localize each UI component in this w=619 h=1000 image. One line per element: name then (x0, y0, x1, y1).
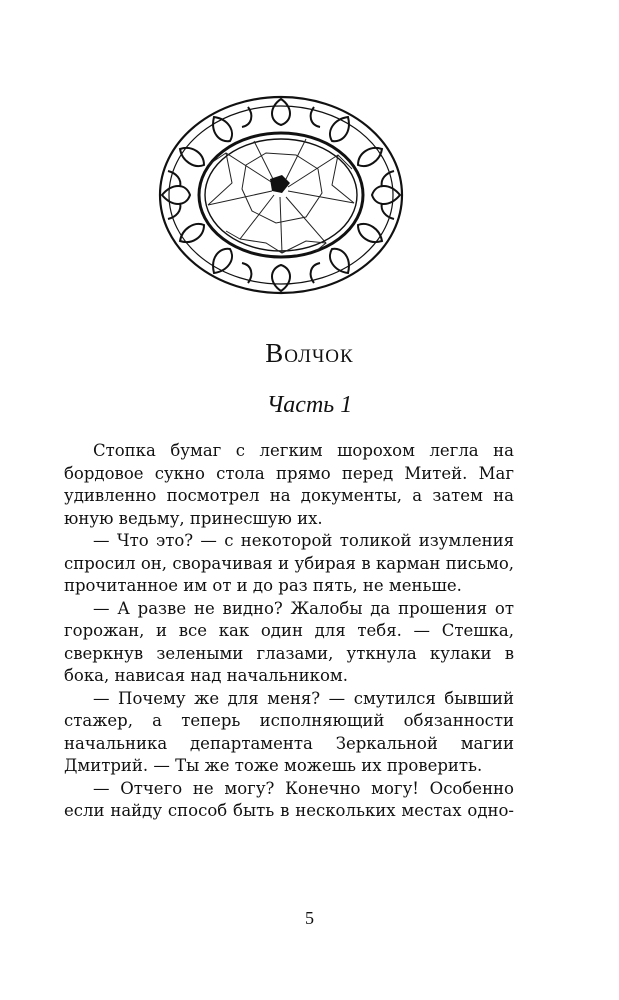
cracked-mirror-ornament (156, 93, 406, 298)
body-text (64, 440, 514, 823)
paragraph: — А разве не видно? Жалобы да прошения от горожан, и все как один для тебя. — Стешка, сверкнув зелеными глазами, уткнула кулаки в бока, нависая над начальником. (64, 598, 514, 685)
page-number: 5 (305, 908, 314, 928)
paragraph: — Что это? — с некоторой толикой изумления спросил он, сворачивая и убирая в карман письмо, прочитанное им от и до раз пять, не меньше. (64, 531, 514, 595)
paragraph: Стопка бумаг с легким шорохом легла на бордовое сукно стола прямо перед Митей. Маг удивленно посмотрел на документы, а затем на юную ведьму, принесшую их. (64, 441, 514, 528)
paragraph: — Отчего не могу? Конечно могу! Особенно если найду способ быть в нескольких местах одно- (64, 778, 514, 820)
part-title: Часть 1 (266, 392, 353, 418)
paragraph: — Почему же для меня? — смутился бывший стажер, а теперь исполняющий обязанности начальника департамента Зеркальной магии Дмитрий. — Ты же тоже можешь их проверить. (64, 688, 514, 775)
chapter-title: Волчок (265, 338, 354, 368)
